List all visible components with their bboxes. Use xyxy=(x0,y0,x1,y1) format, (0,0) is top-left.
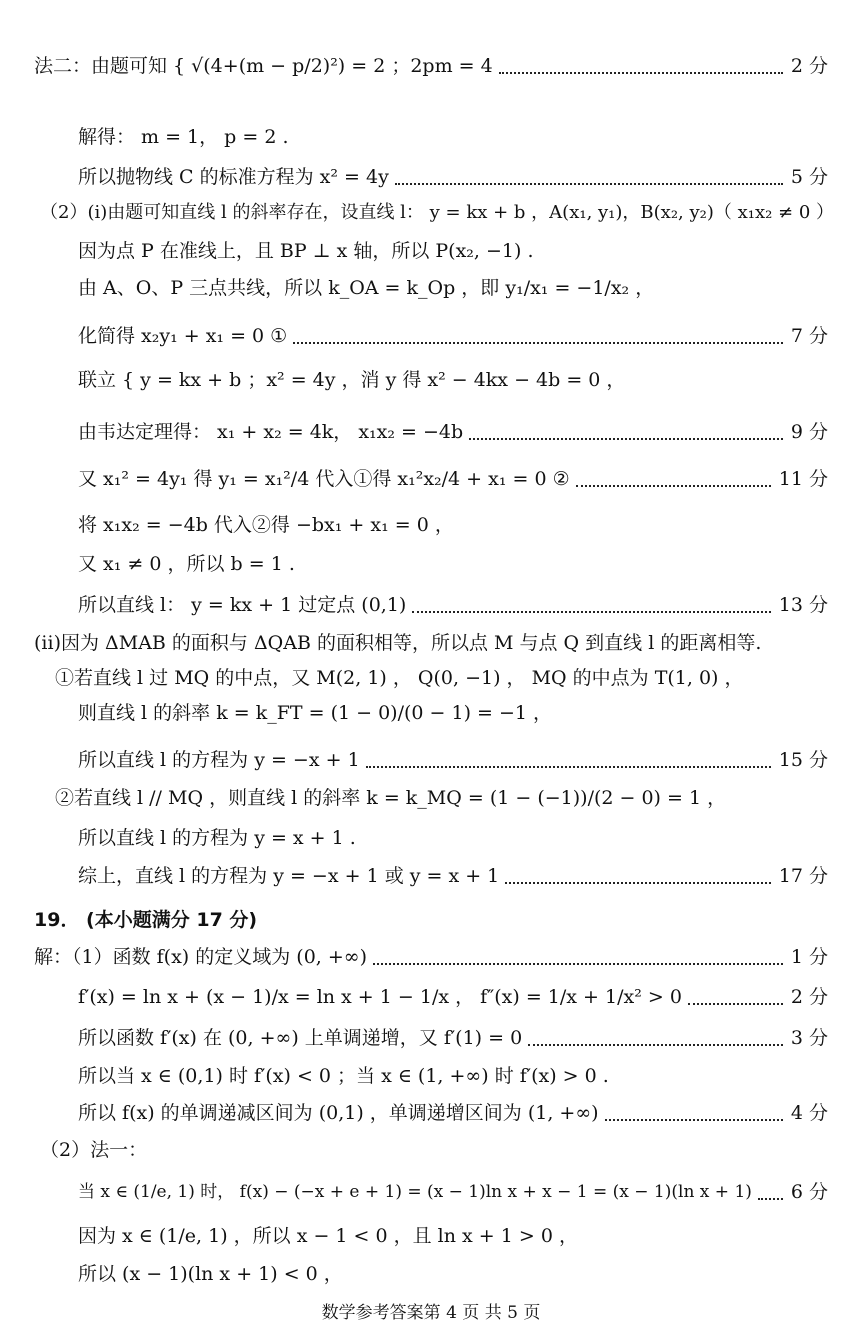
answer-line xyxy=(0,117,862,157)
leader-dots xyxy=(758,1172,783,1200)
score-mark: 3 分 xyxy=(790,1027,828,1049)
question-heading: 19． (本小题满分 17 分) xyxy=(34,909,258,931)
answer-line xyxy=(0,1093,862,1133)
line-text: 又 x₁² = 4y₁ 得 y₁ = x₁²/4 代入①得 x₁²x₂/4 + x₁ = 0 ② xyxy=(78,468,570,490)
line-text: 所以直线 l： y = kx + 1 过定点 (0,1) xyxy=(78,594,407,616)
line-text: （2）法一： xyxy=(40,1139,148,1161)
line-text: 所以当 x ∈ (0,1) 时 f′(x) < 0 ；当 x ∈ (1, +∞) 时 f′(x) > 0 . xyxy=(78,1065,609,1087)
leader-dots xyxy=(688,977,783,1005)
answer-line xyxy=(0,268,862,308)
answer-line xyxy=(0,459,862,499)
line-text: 因为 x ∈ (1/e, 1) ，所以 x − 1 < 0 ，且 ln x + 1 > 0 ， xyxy=(78,1225,578,1247)
leader-dots xyxy=(505,856,771,884)
line-text: 所以函数 f′(x) 在 (0, +∞) 上单调递增，又 f′(1) = 0 xyxy=(78,1027,523,1049)
line-text: ①若直线 l 过 MQ 的中点，又 M(2, 1) ， Q(0, −1) ， MQ 的中点为 T(1, 0) ， xyxy=(55,667,744,689)
leader-dots xyxy=(528,1018,783,1046)
line-text: 联立 { y = kx + b ；x² = 4y ，消 y 得 x² − 4kx − 4b = 0 ， xyxy=(78,369,626,391)
answer-line xyxy=(0,818,862,858)
answer-line xyxy=(0,46,862,86)
score-mark: 5 分 xyxy=(790,166,828,188)
answer-line xyxy=(0,157,862,197)
score-mark: 9 分 xyxy=(790,421,828,443)
line-text: 解：（1）函数 f(x) 的定义域为 (0, +∞) xyxy=(34,946,368,968)
score-mark: 13 分 xyxy=(778,594,828,616)
leader-dots xyxy=(605,1093,783,1121)
answer-line xyxy=(0,1018,862,1058)
leader-dots xyxy=(499,46,783,74)
answer-line xyxy=(0,193,862,233)
line-text: 综上，直线 l 的方程为 y = −x + 1 或 y = x + 1 xyxy=(78,865,500,887)
line-text: 解得： m = 1， p = 2 . xyxy=(78,126,289,148)
answer-line xyxy=(0,1172,862,1212)
answer-line xyxy=(0,658,862,698)
page-footer: 数学参考答案第 4 页 共 5 页 xyxy=(321,1303,541,1323)
leader-dots xyxy=(366,740,771,768)
score-mark: 1 分 xyxy=(790,946,828,968)
answer-line xyxy=(0,1216,862,1256)
line-text: 所以 (x − 1)(ln x + 1) < 0 ， xyxy=(78,1263,343,1285)
answer-line xyxy=(0,1130,862,1170)
answer-line xyxy=(0,1056,862,1096)
answer-line xyxy=(0,316,862,356)
line-text: 所以直线 l 的方程为 y = x + 1 . xyxy=(78,827,356,849)
answer-line xyxy=(0,231,862,271)
answer-line xyxy=(0,977,862,1017)
line-text: ②若直线 l // MQ ，则直线 l 的斜率 k = k_MQ = (1 − (−1))/(2 − 0) = 1 ， xyxy=(55,787,727,809)
line-text: 将 x₁x₂ = −4b 代入②得 −bx₁ + x₁ = 0 ， xyxy=(78,514,454,536)
line-text: 当 x ∈ (1/e, 1) 时， f(x) − (−x + e + 1) = (x − 1)ln x + x − 1 = (x − 1)(ln x + 1) xyxy=(78,1182,752,1202)
answer-line xyxy=(0,740,862,780)
score-mark: 17 分 xyxy=(778,865,828,887)
answer-line xyxy=(0,505,862,545)
line-text: 所以 f(x) 的单调递减区间为 (0,1) ，单调递增区间为 (1, +∞) xyxy=(78,1102,599,1124)
answer-line xyxy=(0,937,862,977)
score-mark: 2 分 xyxy=(790,986,828,1008)
answer-line xyxy=(0,360,862,400)
line-text: 法二：由题可知 { √(4+(m − p/2)²) = 2 ；2pm = 4 xyxy=(34,55,493,77)
answer-line xyxy=(0,900,862,940)
line-text: 由 A、O、P 三点共线，所以 k_OA = k_Op ，即 y₁/x₁ = −1/x₂ ， xyxy=(78,277,655,299)
line-text: 所以直线 l 的方程为 y = −x + 1 xyxy=(78,749,360,771)
leader-dots xyxy=(293,316,783,344)
leader-dots xyxy=(395,157,783,185)
score-mark: 4 分 xyxy=(790,1102,828,1124)
leader-dots xyxy=(576,459,771,487)
leader-dots xyxy=(469,412,783,440)
score-mark: 11 分 xyxy=(778,468,828,490)
score-mark: 15 分 xyxy=(778,749,828,771)
line-text: 所以抛物线 C 的标准方程为 x² = 4y xyxy=(78,166,389,188)
line-text: f′(x) = ln x + (x − 1)/x = ln x + 1 − 1/x ， f″(x) = 1/x + 1/x² > 0 xyxy=(78,986,682,1008)
line-text: 又 x₁ ≠ 0 ，所以 b = 1 . xyxy=(78,553,295,575)
line-text: 化简得 x₂y₁ + x₁ = 0 ① xyxy=(78,325,288,347)
score-mark: 2 分 xyxy=(790,55,828,77)
answer-line xyxy=(0,856,862,896)
line-text: 由韦达定理得： x₁ + x₂ = 4k， x₁x₂ = −4b xyxy=(78,421,464,443)
answer-line xyxy=(0,778,862,818)
answer-line xyxy=(0,412,862,452)
line-text: 则直线 l 的斜率 k = k_FT = (1 − 0)/(0 − 1) = −1 ， xyxy=(78,702,553,724)
answer-line xyxy=(0,544,862,584)
score-mark: 6 分 xyxy=(790,1181,828,1203)
leader-dots xyxy=(373,937,783,965)
score-mark: 7 分 xyxy=(790,325,828,347)
line-text: 因为点 P 在准线上，且 BP ⊥ x 轴，所以 P(x₂, −1) . xyxy=(78,240,534,262)
answer-line xyxy=(0,1254,862,1294)
answer-line xyxy=(0,623,862,663)
line-text: (ii)因为 ΔMAB 的面积与 ΔQAB 的面积相等，所以点 M 与点 Q 到直线 l 的距离相等. xyxy=(34,632,762,654)
leader-dots xyxy=(412,585,771,613)
answer-line xyxy=(0,585,862,625)
answer-line xyxy=(0,693,862,733)
line-text: （2）(i)由题可知直线 l 的斜率存在，设直线 l： y = kx + b ，A(x₁, y₁)，B(x₂, y₂)（ x₁x₂ ≠ 0 ） xyxy=(40,202,835,223)
